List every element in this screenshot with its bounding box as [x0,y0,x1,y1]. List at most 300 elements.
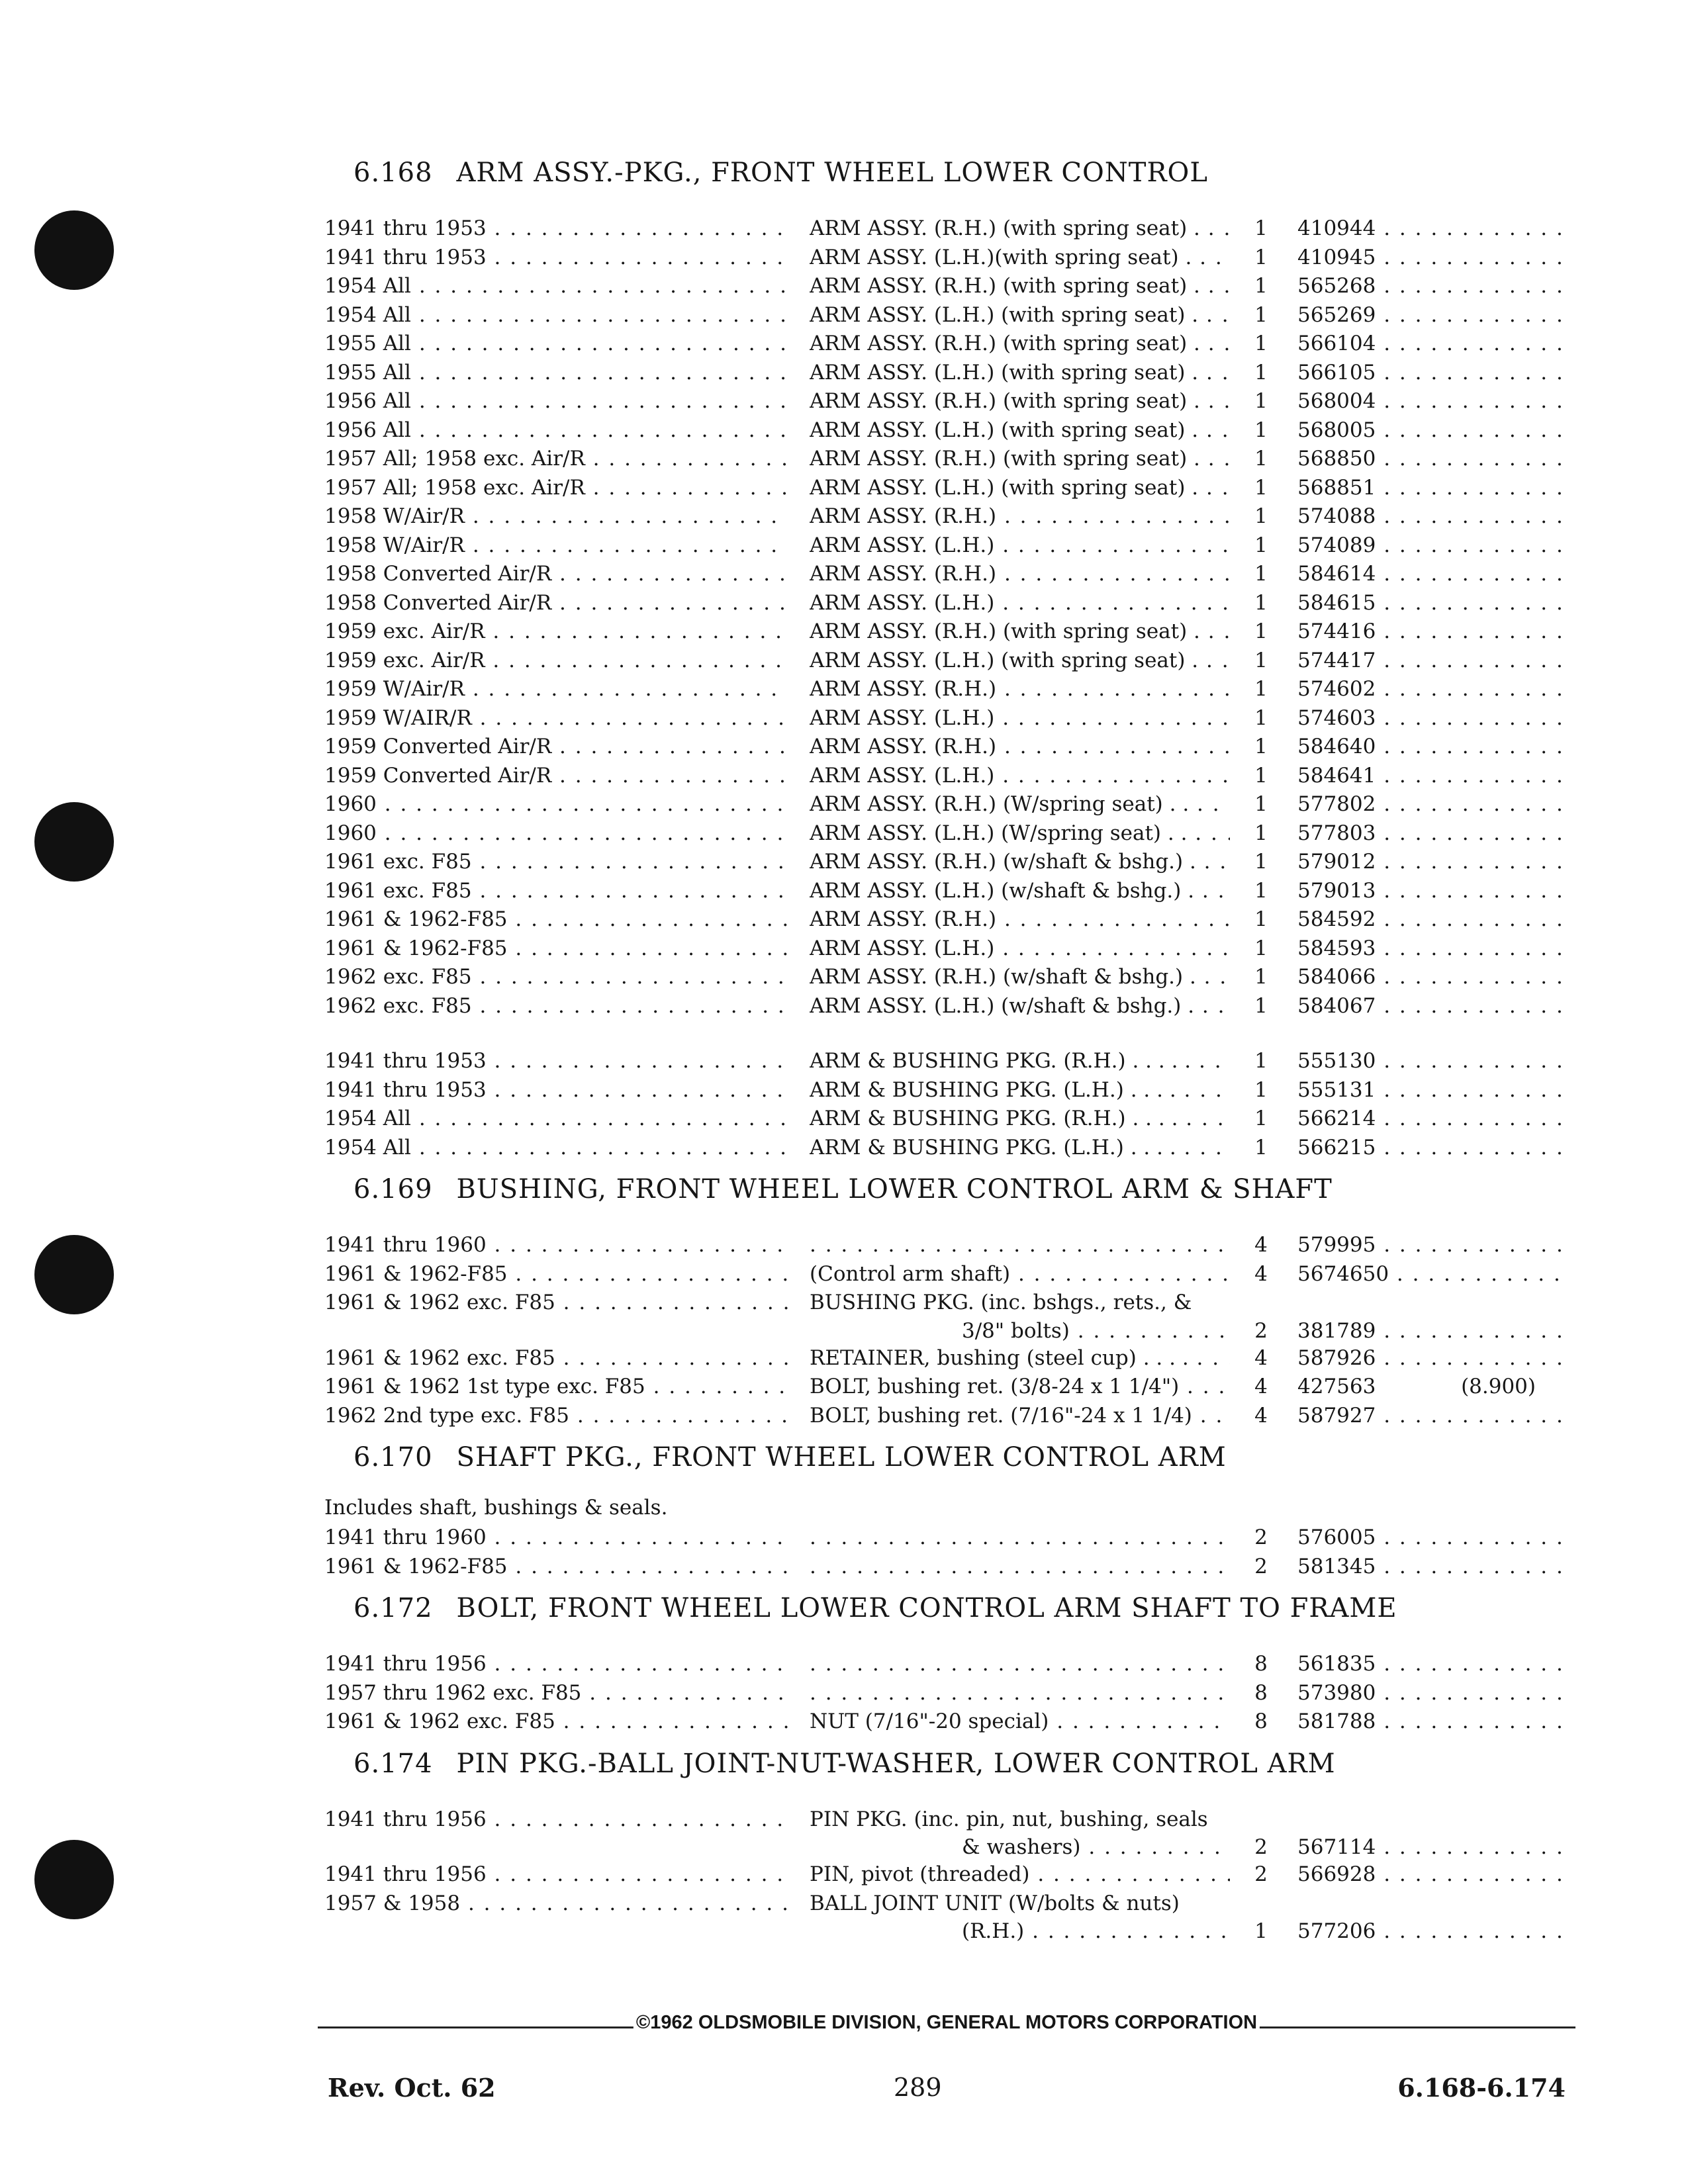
table-row [324,1134,1562,1163]
table-row [324,1076,1562,1105]
description-cell-text: ARM ASSY. (L.H.) . . . [810,706,1230,730]
model-year-cell [324,301,788,330]
description-cell [810,445,1230,474]
quantity-cell [1244,1231,1278,1260]
part-number-cell [1297,474,1562,503]
model-year-cell-text: 1941 thru 1953 . . . [324,216,788,240]
model-year-cell-text: 1941 thru 1960 . . . [324,1233,788,1257]
binder-hole [34,802,114,882]
quantity-cell [1244,502,1278,531]
catalog-section [324,1749,1562,1945]
model-year-cell-text: 1957 thru 1962 exc. F85 . . . [324,1681,788,1705]
part-number-cell-text: 574089 . . . [1297,533,1562,557]
model-year-cell-text: 1955 All . . . [324,332,788,355]
description-cell-text [810,1233,1230,1257]
quantity-cell-text: 1 [1254,965,1268,989]
model-year-cell [324,359,788,388]
description-cell [810,848,1230,877]
quantity-cell-text: 1 [1254,274,1268,298]
quantity-cell-text: 4 [1254,1345,1268,1370]
quantity-cell-text: 2 [1254,1525,1268,1549]
model-year-cell [324,1344,788,1373]
part-number-cell-text: 568851 . . . [1297,476,1562,500]
quantity-cell [1244,416,1278,445]
description-cell-text: ARM ASSY. (R.H.) (with spring seat) . . . . [810,619,1230,643]
table-row [324,1260,1562,1289]
model-year-cell-text: 1957 All; 1958 exc. Air/R . . . [324,476,788,500]
quantity-cell [1244,359,1278,388]
quantity-cell [1244,474,1278,503]
section-heading [353,1749,1562,1779]
part-number-cell-text: 579013 . . . [1297,879,1562,903]
part-number-cell [1297,1650,1562,1679]
description-cell-text: ARM ASSY. (R.H.) (with spring seat) . . . . [810,216,1230,240]
quantity-cell-text: 2 [1254,1835,1268,1859]
quantity-cell [1244,704,1278,733]
part-number-cell [1297,387,1562,416]
section-heading [353,158,1562,188]
quantity-cell-text: 1 [1254,533,1268,557]
quantity-cell-text: 1 [1254,993,1268,1018]
model-year-cell-text: 1959 W/Air/R . . . [324,677,788,701]
part-number-cell [1297,214,1562,244]
description-cell [810,675,1230,704]
part-number-cell [1297,819,1562,848]
section-number: 6.172 [353,1593,433,1623]
model-year-cell-text: 1959 Converted Air/R . . . [324,764,788,788]
description-cell [810,272,1230,301]
table-row [324,589,1562,618]
description-cell-text: (R.H.) . . . [962,1919,1230,1943]
part-number-cell [1297,992,1562,1021]
quantity-cell-text: 1 [1254,216,1268,240]
quantity-cell-text: 1 [1254,1135,1268,1160]
part-number-cell-text: 555130 . . . [1297,1049,1562,1073]
table-row [324,1679,1562,1708]
description-cell [810,502,1230,531]
model-year-cell [324,819,788,848]
table-row [324,1318,1562,1344]
table-row [324,272,1562,301]
part-number-cell-text: 577802 . . . [1297,792,1562,816]
description-cell [810,1707,1230,1737]
table-row [324,617,1562,647]
description-cell [810,992,1230,1021]
part-number-cell [1297,1076,1562,1105]
quantity-cell-text: 2 [1254,1862,1268,1886]
description-cell-text: PIN, pivot (threaded) . . . [810,1862,1230,1886]
table-row [324,330,1562,359]
model-year-cell [324,474,788,503]
part-number-cell-text: 577206 . . . [1297,1919,1562,1943]
quantity-cell-text: 1 [1254,705,1268,730]
part-number-cell [1297,848,1562,877]
table-row [324,301,1562,330]
description-cell-text: ARM ASSY. (R.H.) . . . [810,735,1230,758]
table-row [324,502,1562,531]
part-number-cell-text: 587926 . . . [1297,1346,1562,1370]
part-number-cell [1297,1524,1562,1553]
table-row [324,1805,1562,1835]
description-cell [810,1076,1230,1105]
part-number-cell-text: 584593 . . . [1297,936,1562,960]
table-row [324,905,1562,934]
quantity-cell [1244,1260,1278,1289]
model-year-cell [324,704,788,733]
quantity-cell [1244,733,1278,762]
quantity-cell-text: 1 [1254,735,1268,758]
catalog-section [324,158,1562,1162]
part-number-cell [1297,1834,1562,1860]
quantity-cell [1244,1524,1278,1553]
part-number-cell-text: 577803 . . . [1297,821,1562,845]
section-number: 6.174 [353,1748,433,1779]
description-cell-text: ARM & BUSHING PKG. (R.H.) . . . . . . . [810,1107,1230,1130]
model-year-cell-text: 1955 All . . . [324,361,788,385]
description-cell [810,963,1230,992]
quantity-cell [1244,992,1278,1021]
model-year-cell [324,531,788,561]
description-cell [810,1918,1230,1944]
quantity-cell-text: 1 [1254,907,1268,931]
quantity-cell-text: 1 [1254,418,1268,442]
part-number-cell [1297,1260,1562,1289]
model-year-cell-text: 1941 thru 1960 . . . [324,1525,788,1549]
quantity-cell [1244,214,1278,244]
table-row [324,1289,1562,1318]
model-year-cell-text: 1961 & 1962-F85 . . . [324,1262,788,1286]
model-year-cell [324,647,788,676]
part-number-cell-text: 576005 . . . [1297,1525,1562,1549]
quantity-cell-text: 1 [1254,763,1268,788]
quantity-cell [1244,1105,1278,1134]
description-cell-text: ARM ASSY. (L.H.) . . . [810,764,1230,788]
model-year-cell-text: 1941 thru 1956 . . . [324,1807,788,1831]
part-number-cell-text: 566928 . . . [1297,1862,1562,1886]
table-row [324,733,1562,762]
description-cell [810,704,1230,733]
description-cell-text [810,1525,1230,1549]
model-year-cell [324,214,788,244]
quantity-cell [1244,675,1278,704]
table-row [324,214,1562,244]
part-number-cell-text: 587927 . . . [1297,1404,1562,1428]
model-year-cell [324,244,788,273]
description-cell-text [810,1555,1230,1578]
quantity-cell-text: 1 [1254,648,1268,672]
description-cell [810,1373,1230,1402]
part-number-cell-text: 584592 . . . [1297,907,1562,931]
page-number: 289 [894,2073,942,2102]
catalog-section [324,1442,1562,1581]
quantity-cell [1244,934,1278,964]
part-number-cell [1297,1707,1562,1737]
model-year-cell-text: 1962 exc. F85 . . . [324,965,788,989]
part-number-cell-text: 584641 . . . [1297,764,1562,788]
model-year-cell-text: 1959 exc. Air/R . . . [324,619,788,643]
quantity-cell-text: 1 [1254,619,1268,643]
description-cell-text: ARM ASSY. (R.H.) . . . [810,504,1230,528]
quantity-cell-text: 8 [1254,1680,1268,1705]
part-number-cell [1297,905,1562,934]
description-cell-text: ARM ASSY. (L.H.) (w/shaft & bshg.) . . . . [810,879,1230,903]
description-cell-text [810,1652,1230,1676]
part-number-cell-text: 579995 . . . [1297,1233,1562,1257]
model-year-cell [324,502,788,531]
model-year-cell-text: 1961 & 1962 exc. F85 . . . [324,1346,788,1370]
quantity-cell-text: 1 [1254,850,1268,874]
quantity-cell-text: 4 [1254,1403,1268,1428]
quantity-cell-text: 1 [1254,562,1268,586]
model-year-cell [324,934,788,964]
table-row [324,1524,1562,1553]
part-number-cell [1297,445,1562,474]
part-number-cell [1297,733,1562,762]
section-note: Includes shaft, bushings & seals. [324,1496,668,1520]
description-cell [810,1047,1230,1076]
part-number-cell [1297,1344,1562,1373]
model-year-cell [324,1553,788,1582]
model-year-cell-text: 1954 All . . . [324,1107,788,1130]
part-number-cell-text: 574602 . . . [1297,677,1562,701]
quantity-cell-text: 4 [1254,1261,1268,1286]
part-number-cell-text: 568850 . . . [1297,447,1562,471]
quantity-cell [1244,272,1278,301]
model-year-cell [324,1679,788,1708]
table-row [324,848,1562,877]
quantity-cell [1244,848,1278,877]
description-cell [810,1805,1230,1835]
model-year-cell-text: 1959 W/AIR/R . . . [324,706,788,730]
part-number-cell [1297,1402,1562,1431]
description-cell-text: ARM ASSY. (L.H.) (with spring seat) . . . . [810,361,1230,385]
table-row [324,1373,1562,1402]
quantity-cell-text: 1 [1254,504,1268,528]
description-cell-text: ARM & BUSHING PKG. (L.H.) . . . . . . . [810,1136,1230,1160]
quantity-cell-text: 1 [1254,878,1268,903]
description-cell [810,1344,1230,1373]
part-number-cell [1297,531,1562,561]
part-number-cell-text: 566215 . . . [1297,1136,1562,1160]
model-year-cell-text: 1962 2nd type exc. F85 . . . [324,1404,788,1428]
description-cell-text: BUSHING PKG. (inc. bshgs., rets., & [810,1291,1192,1314]
description-cell [810,387,1230,416]
quantity-cell [1244,1318,1278,1344]
table-row [324,1047,1562,1076]
description-cell-text: BALL JOINT UNIT (W/bolts & nuts) [810,1891,1180,1915]
quantity-cell-text: 2 [1254,1554,1268,1578]
quantity-cell-text: 4 [1254,1375,1268,1398]
description-cell-text: ARM & BUSHING PKG. (L.H.) . . . . . . . [810,1078,1230,1102]
section-heading [353,1442,1562,1473]
part-number-cell [1297,963,1562,992]
description-cell [810,589,1230,618]
model-year-cell [324,905,788,934]
description-cell [810,1105,1230,1134]
model-year-cell [324,1524,788,1553]
model-year-cell [324,445,788,474]
description-cell [810,1289,1230,1318]
description-cell [810,416,1230,445]
model-year-cell [324,1105,788,1134]
quantity-cell [1244,445,1278,474]
description-cell-text: ARM ASSY. (L.H.) (w/shaft & bshg.) . . . . [810,994,1230,1018]
quantity-cell [1244,301,1278,330]
quantity-cell [1244,1047,1278,1076]
quantity-cell-text: 1 [1254,447,1268,471]
model-year-cell-text: 1958 Converted Air/R . . . [324,591,788,615]
quantity-cell-text: 1 [1254,389,1268,413]
part-number-cell [1297,1679,1562,1708]
table-row [324,1650,1562,1679]
description-cell-text: ARM & BUSHING PKG. (R.H.) . . . . . . . . [810,1049,1230,1073]
model-year-cell [324,1650,788,1679]
quantity-cell-text: 1 [1254,792,1268,816]
model-year-cell-text: 1960 . . . [324,821,788,845]
model-year-cell-text: 1941 thru 1956 . . . [324,1862,788,1886]
model-year-cell [324,992,788,1021]
quantity-cell-text: 8 [1254,1652,1268,1676]
quantity-cell-text: 1 [1254,475,1268,500]
model-year-cell [324,877,788,906]
model-year-cell-text: 1958 W/Air/R . . . [324,533,788,557]
description-cell-text: ARM ASSY. (R.H.) (with spring seat) . . . . [810,447,1230,471]
part-number-cell [1297,1105,1562,1134]
table-row [324,1344,1562,1373]
part-number-cell [1297,589,1562,618]
description-cell-text: ARM ASSY. (L.H.) . . . [810,936,1230,960]
description-cell-text: ARM ASSY. (R.H.) (w/shaft & bshg.) . . . . [810,850,1230,874]
part-number-cell-text: 567114 . . . [1297,1835,1562,1859]
quantity-cell [1244,819,1278,848]
table-row [324,819,1562,848]
model-year-cell [324,848,788,877]
binder-hole [34,1235,114,1314]
description-cell [810,877,1230,906]
quantity-cell-text: 1 [1254,245,1268,269]
group-reference: (8.900) [1461,1375,1536,1398]
part-number-cell-text: 581345 . . . [1297,1555,1562,1578]
description-cell-text: & washers) . . . [962,1835,1230,1859]
catalog-section [324,1593,1562,1737]
model-year-cell-text: 1959 Converted Air/R . . . [324,735,788,758]
quantity-cell [1244,1134,1278,1163]
table-row [324,531,1562,561]
revision-date: Rev. Oct. 62 [328,2073,496,2103]
model-year-cell-text: 1957 & 1958 . . . [324,1891,788,1915]
part-number-cell [1297,704,1562,733]
part-number-cell [1297,502,1562,531]
description-cell [810,1889,1230,1919]
quantity-cell-text: 8 [1254,1709,1268,1733]
description-cell [810,1860,1230,1889]
part-number-cell-text: 565268 . . . [1297,274,1562,298]
description-cell-text: ARM ASSY. (L.H.) (with spring seat) . . . . [810,649,1230,672]
description-cell-text: BOLT, bushing ret. (3/8-24 x 1 1/4") . . . [810,1375,1230,1398]
description-cell [810,214,1230,244]
quantity-cell-text: 1 [1254,360,1268,385]
table-row [324,445,1562,474]
part-number-cell-text: 568005 . . . [1297,418,1562,442]
section-title: BOLT, FRONT WHEEL LOWER CONTROL ARM SHAFT TO FRAME [456,1593,1397,1623]
table-row [324,1553,1562,1582]
part-number-cell [1297,617,1562,647]
description-cell [810,1318,1230,1344]
description-cell-text: PIN PKG. (inc. pin, nut, bushing, seals [810,1807,1208,1831]
description-cell-text: ARM ASSY. (R.H.) (with spring seat) . . . . [810,274,1230,298]
description-cell-text: ARM ASSY. (R.H.) . . . [810,907,1230,931]
model-year-cell-text: 1958 W/Air/R . . . [324,504,788,528]
table-row [324,1918,1562,1944]
part-number-cell [1297,877,1562,906]
table-row [324,1105,1562,1134]
model-year-cell [324,589,788,618]
part-number-cell [1297,330,1562,359]
part-number-cell [1297,301,1562,330]
part-number-cell [1297,647,1562,676]
quantity-cell [1244,531,1278,561]
section-heading [353,1593,1562,1623]
part-number-cell [1297,244,1562,273]
table-row [324,790,1562,819]
description-cell-text: ARM ASSY. (L.H.)(with spring seat) . . . . [810,246,1230,269]
part-number-cell [1297,762,1562,791]
table-row [324,244,1562,273]
part-number-cell-text: 584614 . . . [1297,562,1562,586]
table-row [324,560,1562,589]
table-row [324,934,1562,964]
quantity-cell [1244,1707,1278,1737]
model-year-cell [324,1134,788,1163]
quantity-cell [1244,1344,1278,1373]
section-number: 6.168 [353,158,433,188]
part-number-cell-text: 565269 . . . [1297,303,1562,327]
model-year-cell-text: 1956 All . . . [324,418,788,442]
model-year-cell [324,1860,788,1889]
description-cell [810,301,1230,330]
table-row [324,877,1562,906]
description-cell-text: ARM ASSY. (L.H.) (W/spring seat) . . . . . [810,821,1230,845]
model-year-cell [324,1402,788,1431]
description-cell [810,1402,1230,1431]
quantity-cell [1244,1860,1278,1889]
part-number-cell-text: 568004 . . . [1297,389,1562,413]
model-year-cell [324,1289,788,1318]
model-year-cell-text: 1961 & 1962-F85 . . . [324,907,788,931]
quantity-cell [1244,589,1278,618]
quantity-cell-text: 4 [1254,1233,1268,1257]
description-cell [810,560,1230,589]
model-year-cell-text: 1959 exc. Air/R . . . [324,649,788,672]
model-year-cell-text: 1961 & 1962-F85 . . . [324,936,788,960]
description-cell [810,1679,1230,1708]
model-year-cell [324,1231,788,1260]
description-cell [810,1650,1230,1679]
part-number-cell [1297,416,1562,445]
description-cell [810,733,1230,762]
model-year-cell-text: 1961 & 1962-F85 . . . [324,1555,788,1578]
description-cell [810,1231,1230,1260]
quantity-cell [1244,1834,1278,1860]
table-row [324,359,1562,388]
part-number-cell-text: 381789 . . . [1297,1319,1562,1343]
part-number-cell [1297,560,1562,589]
description-cell [810,1134,1230,1163]
table-row [324,1402,1562,1431]
quantity-cell [1244,330,1278,359]
model-year-cell-text: 1941 thru 1953 . . . [324,1049,788,1073]
model-year-cell [324,790,788,819]
